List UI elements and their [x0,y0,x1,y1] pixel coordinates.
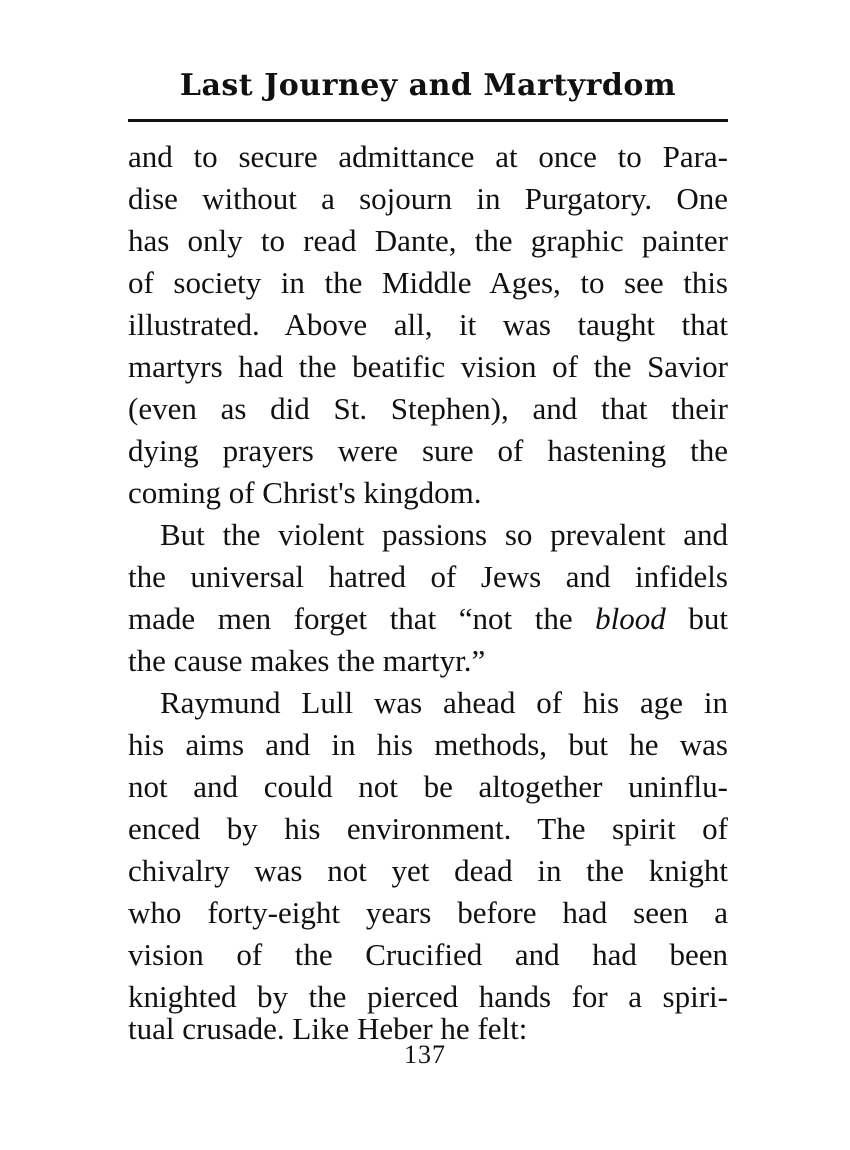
text-line: martyrs had the beatific vision of the Savior [128,349,728,384]
text-line: not and could not be altogether uninflu- [128,769,728,804]
text-line: has only to read Dante, the graphic painter [128,223,728,258]
text-span: made men forget that “not the [128,601,573,636]
text-line: (even as did St. Stephen), and that their [128,391,728,426]
text-line: illustrated. Above all, it was taught that [128,307,728,342]
text-line: dying prayers were sure of hastening the [128,433,728,468]
running-head: Last Journey and Martyrdom [179,68,677,103]
text-line: and to secure admittance at once to Para- [128,139,728,174]
text-line: the universal hatred of Jews and infidels [128,559,728,594]
text-line: vision of the Crucified and had been [128,937,728,972]
text-line: But the violent passions so prevalent and [160,517,728,552]
text-line: enced by his environment. The spirit of [128,811,728,846]
text-line: of society in the Middle Ages, to see this [128,265,728,300]
text-span: but [688,601,728,636]
text-line: coming of Christ's kingdom. [128,475,482,510]
text-line: the cause makes the martyr.” [128,643,486,678]
text-line: knighted by the pierced hands for a spiri- [128,979,728,1014]
header-rule [128,119,728,122]
emphasis-word: blood [595,601,666,636]
text-line: his aims and in his methods, but he was [128,727,728,762]
text-line: who forty-eight years before had seen a [128,895,728,930]
text-line [128,598,728,640]
page-number: 137 [404,1040,446,1069]
text-line: dise without a sojourn in Purgatory. One [128,181,728,216]
text-line: Raymund Lull was ahead of his age in [160,685,728,720]
text-line: tual crusade. Like Heber he felt: [128,1011,528,1046]
text-line: chivalry was not yet dead in the knight [128,853,728,888]
